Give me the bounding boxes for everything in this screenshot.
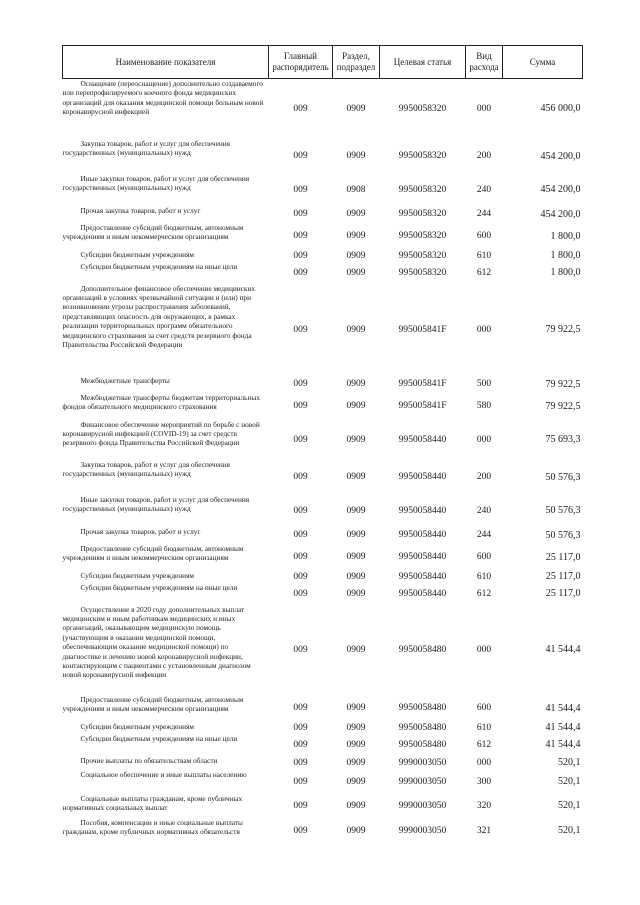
row-sum: 79 922,5 [545, 324, 581, 335]
row-sum: 41 544,4 [545, 644, 581, 655]
row-target-article: 9950058480 [398, 644, 447, 655]
row-section: 0909 [346, 209, 366, 219]
row-name: Прочая закупка товаров, работ и услуг [80, 526, 201, 536]
row-main-manager: 009 [293, 231, 308, 241]
row-sum: 1 800,0 [550, 267, 581, 278]
row-target-article: 9950058440 [398, 552, 447, 562]
table-row [63, 223, 583, 250]
row-name: Субсидии бюджетным учреждениям на иные цели [80, 261, 238, 271]
row-expense-kind: 612 [476, 739, 492, 750]
row-name: Иные закупки товаров, работ и услуг для обеспечения государственных (муниципальных) нужд [62, 173, 250, 192]
row-target-article: 9950058320 [398, 209, 447, 219]
row-target-article: 9950058320 [398, 103, 447, 114]
row-sum: 50 576,3 [545, 471, 581, 483]
row-name: Прочая закупка товаров, работ и услуг [80, 205, 201, 215]
header-target-article: Целевая статья [380, 46, 466, 79]
row-expense-kind: 244 [476, 209, 492, 219]
table-row [63, 818, 583, 844]
row-expense-kind: 200 [476, 151, 492, 161]
row-target-article: 9950058320 [398, 231, 447, 241]
row-sum: 41 544,4 [545, 722, 581, 733]
row-sum: 50 576,3 [545, 529, 581, 541]
budget-table [62, 45, 583, 844]
table-row [63, 79, 583, 139]
row-name: Предоставление субсидий бюджетным, автономным учреждениям и иным некоммерческим организациям [62, 222, 244, 241]
row-main-manager: 009 [293, 800, 308, 811]
row-name: Субсидии бюджетным учреждениям [80, 721, 195, 731]
row-sum: 454 200,0 [540, 150, 581, 162]
row-target-article: 9990003050 [398, 825, 447, 836]
row-main-manager: 009 [293, 722, 308, 733]
row-main-manager: 009 [293, 151, 308, 161]
row-main-manager: 009 [293, 401, 308, 411]
row-section: 0909 [346, 324, 366, 335]
row-main-manager: 009 [293, 250, 308, 261]
row-target-article: 9950058480 [398, 703, 447, 713]
row-sum: 1 800,0 [550, 250, 581, 261]
table-row [63, 460, 583, 495]
row-expense-kind: 240 [476, 184, 492, 195]
row-name: Субсидии бюджетным учреждениям на иные цели [80, 733, 238, 743]
row-expense-kind: 610 [476, 722, 492, 733]
row-main-manager: 009 [293, 552, 308, 562]
row-target-article: 9950058440 [398, 505, 447, 516]
row-section: 0909 [346, 757, 366, 768]
table-row [63, 605, 583, 695]
row-expense-kind: 610 [476, 571, 492, 582]
table-row [63, 583, 583, 605]
table-row [63, 284, 583, 376]
table-header-row [63, 46, 583, 79]
header-section: Раздел, подраздел [333, 46, 380, 79]
row-section: 0909 [346, 505, 366, 516]
row-section: 0909 [346, 250, 366, 261]
row-main-manager: 009 [293, 571, 308, 582]
row-target-article: 9950058440 [398, 571, 447, 582]
table-row [63, 174, 583, 206]
row-section: 0909 [346, 530, 366, 540]
row-sum: 41 544,4 [545, 702, 581, 714]
row-target-article: 9950058320 [398, 184, 447, 195]
row-section: 0909 [346, 379, 366, 389]
row-target-article: 9950058440 [398, 530, 447, 540]
row-target-article: 9950058480 [398, 722, 447, 733]
row-section: 0909 [346, 103, 366, 114]
row-name: Субсидии бюджетным учреждениям на иные цели [80, 582, 238, 592]
row-name: Предоставление субсидий бюджетным, автономным учреждениям и иным некоммерческим организациям [62, 543, 244, 562]
row-name: Субсидии бюджетным учреждениям [80, 249, 195, 259]
row-main-manager: 009 [293, 267, 308, 278]
row-expense-kind: 244 [476, 530, 492, 540]
header-sum: Сумма [503, 46, 583, 79]
table-row [63, 734, 583, 756]
row-main-manager: 009 [293, 776, 308, 787]
row-name: Иные закупки товаров, работ и услуг для обеспечения государственных (муниципальных) нужд [62, 494, 250, 513]
table-row [63, 206, 583, 223]
row-main-manager: 009 [293, 324, 308, 335]
row-main-manager: 009 [293, 530, 308, 540]
row-sum: 520,1 [558, 776, 581, 787]
row-section: 0908 [346, 184, 366, 195]
row-name: Осуществление в 2020 году дополнительных выплат медицинским и иным работникам медицинских и иных организаций, оказывающим медицинскую помощь (участвующим в оказании медицинской помощи, обеспечивающим оказание медицинской помощи) по диагностике и лечению новой коронавирусной инфекции, контактирующим с пациентами с установленным диагнозом новой коронавирусной инфекции [62, 604, 251, 680]
row-target-article: 9950058320 [398, 267, 447, 278]
row-expense-kind: 300 [476, 776, 492, 787]
row-expense-kind: 612 [476, 588, 492, 599]
row-sum: 25 117,0 [545, 571, 581, 582]
row-name: Социальные выплаты гражданам, кроме публичных нормативных социальных выплат [62, 793, 243, 812]
row-sum: 79 922,5 [545, 400, 581, 412]
row-section: 0909 [346, 644, 366, 655]
table-row [63, 756, 583, 770]
row-expense-kind: 000 [476, 324, 492, 335]
row-expense-kind: 500 [476, 379, 492, 389]
table-row [63, 393, 583, 420]
row-section: 0909 [346, 800, 366, 811]
row-expense-kind: 240 [476, 505, 492, 516]
row-main-manager: 009 [293, 644, 308, 655]
table-row [63, 250, 583, 262]
row-main-manager: 009 [293, 703, 308, 713]
row-expense-kind: 321 [476, 825, 492, 836]
row-expense-kind: 200 [476, 472, 492, 482]
row-target-article: 9950058320 [398, 151, 447, 161]
table-row [63, 376, 583, 393]
row-expense-kind: 580 [476, 401, 492, 411]
row-section: 0909 [346, 703, 366, 713]
header-name: Наименование показателя [63, 46, 269, 79]
row-sum: 25 117,0 [545, 588, 581, 599]
row-section: 0909 [346, 151, 366, 161]
row-target-article: 9950058480 [398, 739, 447, 750]
row-section: 0909 [346, 231, 366, 241]
row-sum: 50 576,3 [545, 505, 581, 516]
row-main-manager: 009 [293, 739, 308, 750]
table-row [63, 695, 583, 722]
row-name: Закупка товаров, работ и услуг для обеспечения государственных (муниципальных) нужд [62, 138, 230, 157]
row-target-article: 995005841F [398, 379, 447, 389]
row-sum: 520,1 [558, 800, 581, 811]
row-section: 0909 [346, 434, 366, 445]
row-expense-kind: 600 [476, 703, 492, 713]
row-sum: 79 922,5 [545, 378, 581, 390]
row-target-article: 9990003050 [398, 757, 447, 768]
row-expense-kind: 000 [476, 103, 492, 114]
row-name: Пособия, компенсации и иные социальные выплаты гражданам, кроме публичных нормативных обязательств [62, 817, 243, 836]
row-section: 0909 [346, 552, 366, 562]
row-main-manager: 009 [293, 209, 308, 219]
header-main-manager: Главный распорядитель [269, 46, 333, 79]
row-section: 0909 [346, 739, 366, 750]
row-main-manager: 009 [293, 379, 308, 389]
row-target-article: 9990003050 [398, 776, 447, 787]
row-section: 0909 [346, 267, 366, 278]
row-sum: 454 200,0 [540, 184, 581, 195]
row-name: Прочие выплаты по обязательствам области [80, 755, 218, 765]
row-expense-kind: 600 [476, 231, 492, 241]
row-section: 0909 [346, 571, 366, 582]
row-target-article: 995005841F [398, 401, 447, 411]
row-sum: 41 544,4 [545, 739, 581, 750]
row-sum: 75 693,3 [545, 434, 581, 445]
row-sum: 25 117,0 [545, 551, 581, 563]
table-row [63, 262, 583, 284]
table-row [63, 794, 583, 818]
row-main-manager: 009 [293, 472, 308, 482]
table-row [63, 544, 583, 571]
row-target-article: 9990003050 [398, 800, 447, 811]
row-sum: 1 800,0 [550, 230, 581, 242]
row-main-manager: 009 [293, 757, 308, 768]
row-main-manager: 009 [293, 184, 308, 195]
table-row [63, 571, 583, 583]
row-section: 0909 [346, 722, 366, 733]
row-main-manager: 009 [293, 825, 308, 836]
table-row [63, 527, 583, 544]
row-section: 0909 [346, 401, 366, 411]
row-section: 0909 [346, 825, 366, 836]
row-section: 0909 [346, 472, 366, 482]
row-sum: 520,1 [558, 757, 581, 768]
row-main-manager: 009 [293, 103, 308, 114]
row-name: Оснащение (переоснащение) дополнительно создаваемого или перепрофилируемого коечного фонда медицинских организаций для оказания медицинской помощи больным новой коронавирусной инфекцией [62, 79, 264, 117]
row-name: Закупка товаров, работ и услуг для обеспечения государственных (муниципальных) нужд [62, 459, 230, 478]
row-name: Социальное обеспечение и иные выплаты населению [80, 769, 247, 779]
row-name: Субсидии бюджетным учреждениям [80, 570, 195, 580]
row-name: Межбюджетные трансферты бюджетам территориальных фондов обязательного медицинского страхования [62, 392, 260, 411]
row-target-article: 9950058440 [398, 472, 447, 482]
row-main-manager: 009 [293, 588, 308, 599]
table-row [63, 495, 583, 527]
row-target-article: 995005841F [398, 324, 447, 335]
table-row [63, 139, 583, 174]
row-section: 0909 [346, 588, 366, 599]
row-expense-kind: 000 [476, 434, 492, 445]
row-expense-kind: 000 [476, 757, 492, 768]
row-main-manager: 009 [293, 505, 308, 516]
row-target-article: 9950058440 [398, 434, 447, 445]
row-expense-kind: 610 [476, 250, 492, 261]
row-sum: 456 000,0 [540, 103, 581, 115]
header-expense-kind: Вид расхода [466, 46, 503, 79]
table-row [63, 722, 583, 734]
row-sum: 454 200,0 [540, 208, 581, 220]
row-name: Межбюджетные трансферты [80, 375, 170, 385]
row-name: Дополнительное финансовое обеспечение медицинских организаций в условиях чрезвычайной ситуации и (или) при возникновении угрозы распространения заболеваний, представляющих опасность для окружающих, в рамках реализации территориальных программ обязательного медицинского страхования за счет средств резервного фонда Правительства Российской Федерации [62, 283, 255, 349]
table-row [63, 420, 583, 460]
row-expense-kind: 000 [476, 644, 492, 655]
row-section: 0909 [346, 776, 366, 787]
row-name: Предоставление субсидий бюджетным, автономным учреждениям и иным некоммерческим организациям [62, 694, 244, 713]
row-expense-kind: 612 [476, 267, 492, 278]
row-target-article: 9950058440 [398, 588, 447, 599]
row-target-article: 9950058320 [398, 250, 447, 261]
row-name: Финансовое обеспечение мероприятий по борьбе с новой коронавирусной инфекцией (COVID-19) за счет средств резервного фонда Правительства Российской Федерации [62, 419, 260, 448]
row-main-manager: 009 [293, 434, 308, 445]
row-expense-kind: 320 [476, 800, 492, 811]
table-row [63, 770, 583, 794]
row-expense-kind: 600 [476, 552, 492, 562]
row-sum: 520,1 [558, 825, 581, 836]
